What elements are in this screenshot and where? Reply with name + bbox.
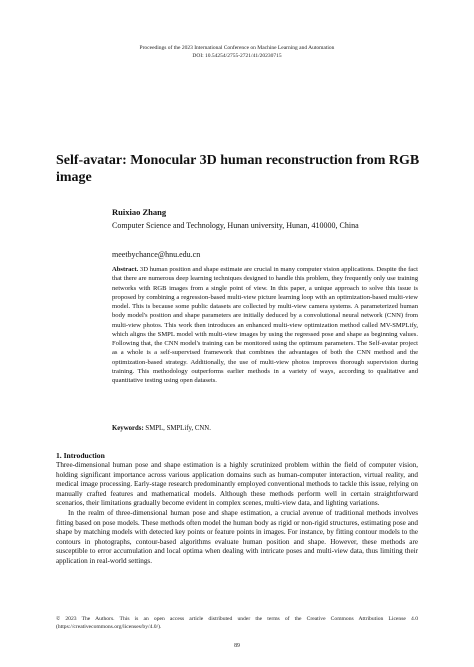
intro-paragraph: Three-dimensional human pose and shape estimation is a highly scrutinized problem within the field of computer vision, holding significant importance across various application domains such as human-computer interaction, virtual reality, and medical image processing. Early-stage research predominantly employed conventional methods to tackle this issue, relying on manually crafted features and mathematical models. Although these methods perform well in certain straightforward scenarios, their limitations gradually become evident in complex scenes, multi-view data, and lighting variations. <box>56 461 418 508</box>
abstract-text: 3D human position and shape estimate are crucial in many computer vision applications. Despite the fact that there are numerous deep learning techniques designed to handle this problem, they frequently only use training networks with RGB images from a single point of view. In this paper, a unique approach to solve this issue is proposed by combining a regression-based multi-view picture learning loop with an optimization-based multi-view model. This is because some public datasets are collected by multi-view camera systems. A parameterized human body model's position and shape parameters are initially deduced by a convolutional neural network (CNN) from multi-view photos. This work then introduces an enhanced multi-view optimization method called MV-SMPLify, which aligns the SMPL model with multi-view images by using the regressed pose and shape as beginning values. Following that, the CNN model's training can be monitored using the optimum parameters. The Self-avatar project as a whole is a self-supervised framework that combines the advantages of both the CNN method and the optimization-based strategy. Additionally, the use of multi-view photos improves thorough supervision during training. This methodology outperforms earlier methods in a variety of ways, according to qualitative and quantitative testing using open datasets. <box>112 266 418 384</box>
abstract-label: Abstract. <box>112 266 139 273</box>
abstract <box>112 265 418 385</box>
keywords-label: Keywords: <box>112 425 144 432</box>
section-heading-introduction: 1. Introduction <box>56 451 105 460</box>
keywords <box>112 425 211 432</box>
keywords-text: SMPL, SMPLify, CNN. <box>145 425 211 432</box>
intro-paragraph: In the realm of three-dimensional human pose and shape estimation, a crucial avenue of traditional methods involves fitting based on pose models. These methods often model the human body as rigid or non-rigid structures, estimating pose and shape by matching models with detected key points or feature points in images. For instance, by fitting contour models to the contours in photographs, contour-based algorithms evaluate human position and shape. However, these methods are susceptible to error accumulation and local optima when dealing with intricate poses and multi-view data, thus limiting their application in real-world settings. <box>56 508 418 565</box>
paper-title: Self-avatar: Monocular 3D human reconstruction from RGB image <box>56 153 420 185</box>
author-email: meetbychance@hnu.edu.cn <box>112 250 201 259</box>
author-name: Ruixiao Zhang <box>112 207 167 217</box>
proceedings-header <box>0 45 474 60</box>
introduction-body <box>56 461 418 567</box>
author-affiliation: Computer Science and Technology, Hunan university, Hunan, 410000, China <box>112 221 359 230</box>
page-number: 89 <box>234 643 240 649</box>
header-conference-line: Proceedings of the 2023 International Conference on Machine Learning and Automation <box>139 45 335 51</box>
header-doi-line: DOI: 10.54254/2755-2721/41/20230715 <box>192 52 282 59</box>
license-footnote: © 2023 The Authors. This is an open access article distributed under the terms of the Creative Commons Attribution License 4.0 (https://creativecommons.org/licenses/by/4.0/). <box>56 616 418 630</box>
